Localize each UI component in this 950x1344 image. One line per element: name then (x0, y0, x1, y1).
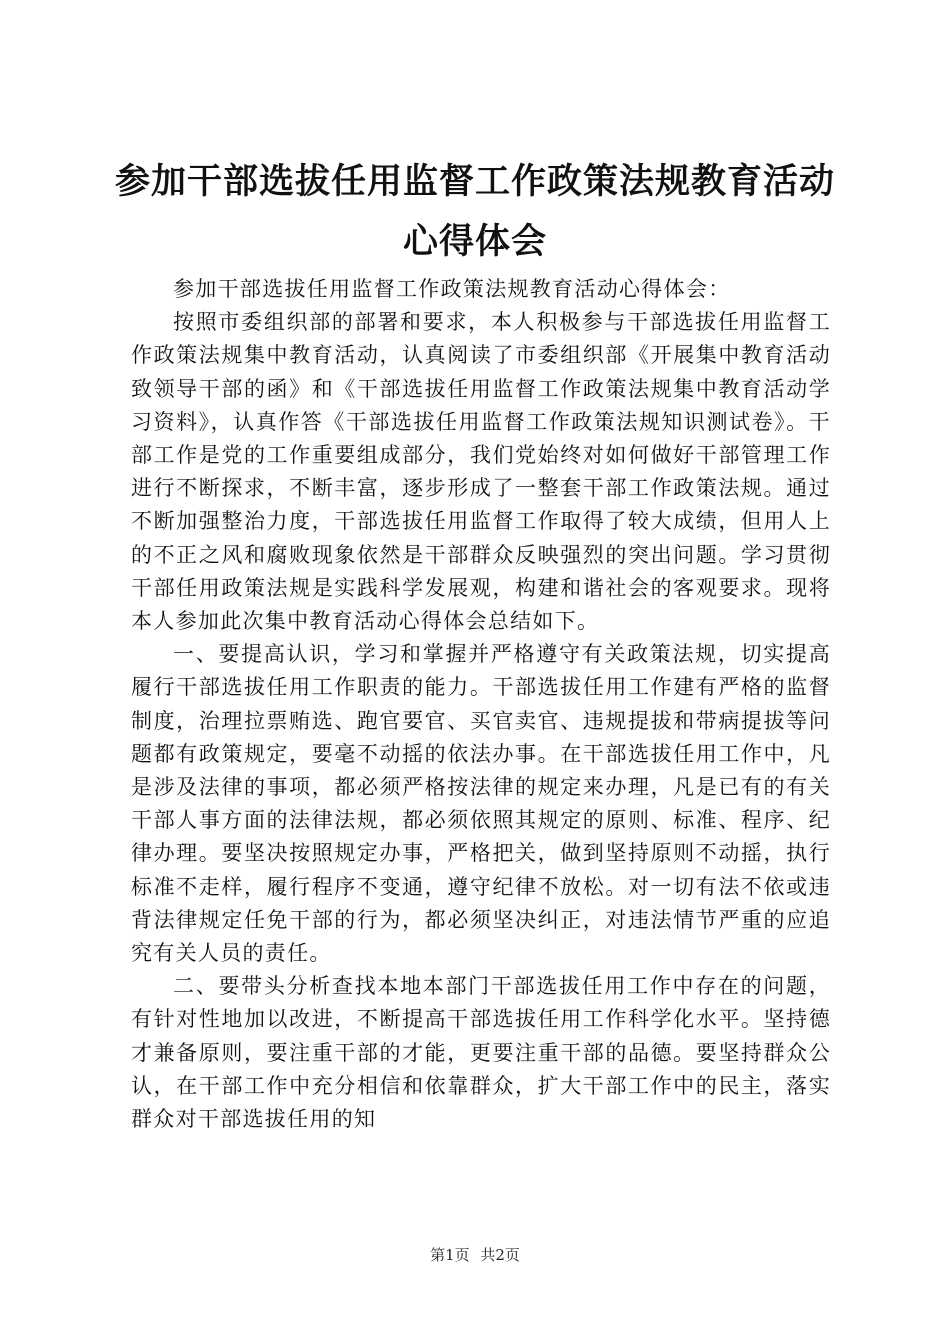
paragraph-point-two: 二、要带头分析查找本地本部门干部选拔任用工作中存在的问题，有针对性地加以改进，不断提高干部选拔任用工作科学化水平。坚持德才兼备原则，要注重干部的才能，更要注重干部的品德。要坚持群众公认，在干部工作中充分相信和依靠群众，扩大干部工作中的民主，落实群众对干部选拔任用的知 (131, 974, 831, 1132)
paragraph-intro: 参加干部选拔任用监督工作政策法规教育活动心得体会： (173, 277, 731, 301)
page-number: 第1页 (430, 1246, 470, 1264)
page-total: 共2页 (480, 1246, 520, 1264)
paragraph-background: 按照市委组织部的部署和要求，本人积极参与干部选拔任用监督工作政策法规集中教育活动，认真阅读了市委组织部《开展集中教育活动致领导干部的函》和《干部选拔任用监督工作政策法规集中教育活动学习资料》，认真作答《干部选拔任用监督工作政策法规知识测试卷》。干部工作是党的工作重要组成部分，我们党始终对如何做好干部管理工作进行不断探求，不断丰富，逐步形成了一整套干部工作政策法规。通过不断加强整治力度，干部选拔任用监督工作取得了较大成绩，但用人上的不正之风和腐败现象依然是干部群众反映强烈的突出问题。学习贯彻干部任用政策法规是实践科学发展观，构建和谐社会的客观要求。现将本人参加此次集中教育活动心得体会总结如下。 (131, 310, 831, 634)
document-body (131, 273, 831, 1136)
page-footer (0, 1244, 950, 1265)
document-title-line-1: 参加干部选拔任用监督工作政策法规教育活动 (114, 162, 835, 202)
paragraph-point-one: 一、要提高认识，学习和掌握并严格遵守有关政策法规，切实提高履行干部选拔任用工作职责的能力。干部选拔任用工作建有严格的监督制度，治理拉票贿选、跑官要官、买官卖官、违规提拔和带病提拔等问题都有政策规定，要毫不动摇的依法办事。在干部选拔任用工作中，凡是涉及法律的事项，都必须严格按法律的规定来办理，凡是已有的有关干部人事方面的法律法规，都必须依照其规定的原则、标准、程序、纪律办理。要坚决按照规定办事，严格把关，做到坚持原则不动摇，执行标准不走样，履行程序不变通，遵守纪律不放松。对一切有法不依或违背法律规定任免干部的行为，都必须坚决纠正，对违法情节严重的应追究有关人员的责任。 (131, 642, 831, 966)
document-title-line-2: 心得体会 (402, 222, 547, 262)
